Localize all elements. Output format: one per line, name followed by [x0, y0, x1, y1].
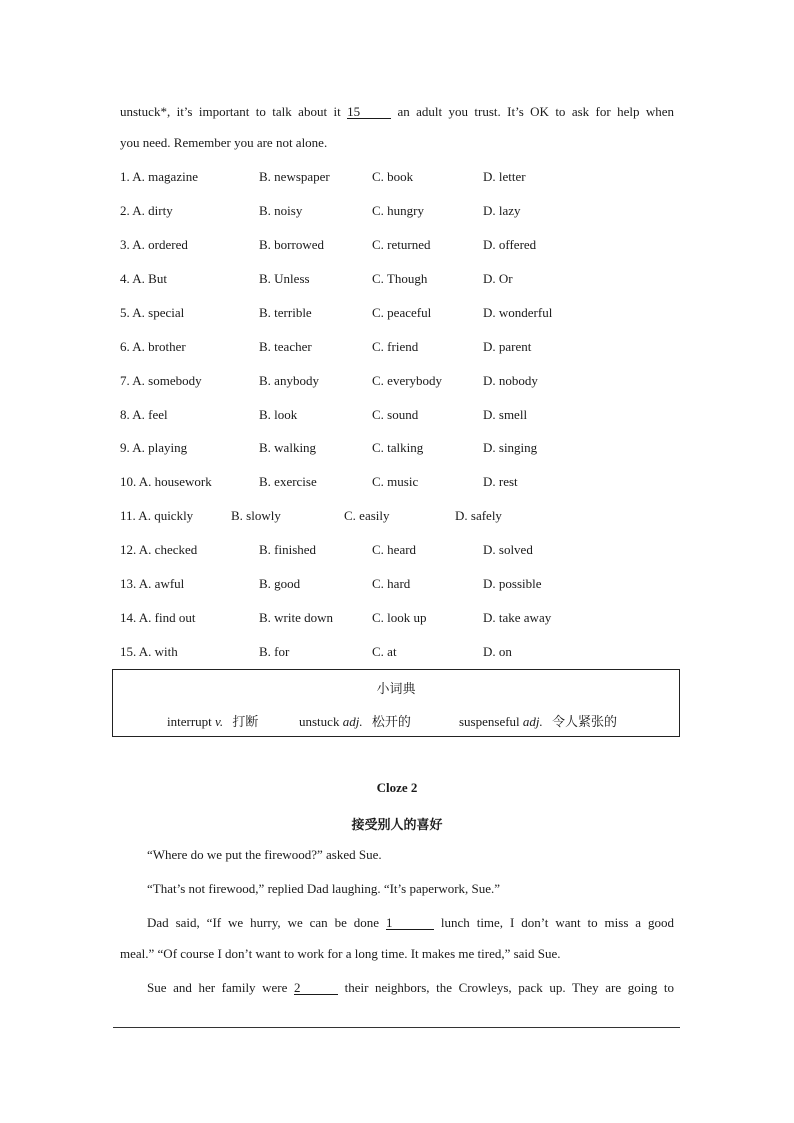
question-option-c[interactable]: C. hard	[372, 576, 411, 591]
question-option-d[interactable]: D. safely	[455, 508, 502, 523]
question-option-b[interactable]: B. noisy	[259, 203, 303, 218]
question-option-c[interactable]: C. sound	[372, 407, 419, 422]
question-option-b[interactable]: B. exercise	[259, 474, 317, 489]
question-option-b[interactable]: B. teacher	[259, 339, 312, 354]
passage-text: Dad said, “If we hurry, we can be done	[147, 915, 380, 930]
paragraph-4-line-1	[147, 980, 674, 996]
question-option-c[interactable]: C. returned	[372, 237, 431, 252]
question-option-c[interactable]: C. friend	[372, 339, 419, 354]
passage-line-2: you need. Remember you are not alone.	[120, 135, 328, 150]
question-option-c[interactable]: C. hungry	[372, 203, 424, 218]
passage-text: unstuck*, it’s important to talk about it	[120, 104, 341, 119]
question-option-b[interactable]: B. good	[259, 576, 301, 591]
question-option-a[interactable]: 3. A. ordered	[120, 237, 188, 252]
passage-text: lunch time, I don’t want to miss a good	[440, 915, 674, 930]
vocab-pos: adj.	[522, 714, 543, 729]
question-option-c[interactable]: C. music	[372, 474, 419, 489]
vocab-meaning: 令人紧张的	[552, 715, 618, 730]
section-title: Cloze 2	[376, 780, 418, 795]
question-option-a[interactable]: 10. A. housework	[120, 474, 212, 489]
vocabulary-entry	[167, 711, 258, 730]
question-option-d[interactable]: D. take away	[483, 610, 552, 625]
question-option-d[interactable]: D. singing	[483, 440, 538, 455]
vocab-pos: v.	[215, 714, 224, 729]
question-option-a[interactable]: 8. A. feel	[120, 407, 168, 422]
paragraph-3-line-1	[147, 915, 674, 931]
question-option-a[interactable]: 5. A. special	[120, 305, 185, 320]
question-option-b[interactable]: B. look	[259, 407, 298, 422]
question-option-a[interactable]: 9. A. playing	[120, 440, 188, 455]
question-option-b[interactable]: B. finished	[259, 542, 317, 557]
question-option-a[interactable]: 4. A. But	[120, 271, 167, 286]
question-option-b[interactable]: B. Unless	[259, 271, 310, 286]
question-option-a[interactable]: 6. A. brother	[120, 339, 186, 354]
question-option-d[interactable]: D. on	[483, 644, 512, 659]
question-option-d[interactable]: D. offered	[483, 237, 537, 252]
vocabulary-entry	[299, 711, 411, 730]
question-option-c[interactable]: C. everybody	[372, 373, 443, 388]
vocabulary-box	[112, 669, 680, 737]
question-option-d[interactable]: D. lazy	[483, 203, 521, 218]
question-option-c[interactable]: C. heard	[372, 542, 417, 557]
passage-text: Sue and her family were	[147, 980, 288, 995]
question-option-a[interactable]: 12. A. checked	[120, 542, 198, 557]
question-option-a[interactable]: 11. A. quickly	[120, 508, 194, 523]
question-option-b[interactable]: B. write down	[259, 610, 334, 625]
vocab-word: interrupt	[167, 714, 212, 729]
answer-blank-15[interactable]: 15	[347, 105, 391, 119]
question-option-b[interactable]: B. slowly	[231, 508, 281, 523]
question-option-d[interactable]: D. possible	[483, 576, 542, 591]
question-option-b[interactable]: B. newspaper	[259, 169, 330, 184]
vocab-meaning: 打断	[232, 715, 259, 730]
question-option-a[interactable]: 13. A. awful	[120, 576, 185, 591]
paragraph-2: “That’s not firewood,” replied Dad laughing. “It’s paperwork, Sue.”	[147, 881, 501, 896]
question-option-c[interactable]: C. at	[372, 644, 397, 659]
question-option-a[interactable]: 15. A. with	[120, 644, 178, 659]
question-option-d[interactable]: D. wonderful	[483, 305, 553, 320]
paragraph-1: “Where do we put the firewood?” asked Sue.	[147, 847, 382, 862]
question-option-b[interactable]: B. terrible	[259, 305, 312, 320]
question-option-d[interactable]: D. smell	[483, 407, 528, 422]
question-option-a[interactable]: 2. A. dirty	[120, 203, 173, 218]
question-option-a[interactable]: 7. A. somebody	[120, 373, 202, 388]
footer-divider	[113, 1027, 680, 1028]
question-option-d[interactable]: D. solved	[483, 542, 533, 557]
question-option-d[interactable]: D. nobody	[483, 373, 538, 388]
vocabulary-title: 小词典	[376, 682, 416, 697]
section-subtitle: 接受别人的喜好	[351, 818, 443, 833]
vocab-meaning: 松开的	[371, 715, 411, 730]
answer-blank-1[interactable]: 1	[386, 916, 434, 930]
vocabulary-entry	[459, 711, 617, 730]
question-option-c[interactable]: C. peaceful	[372, 305, 432, 320]
question-option-d[interactable]: D. Or	[483, 271, 513, 286]
paragraph-3-line-2: meal.” “Of course I don’t want to work for a long time. It makes me tired,” said Sue.	[120, 946, 561, 961]
question-option-c[interactable]: C. book	[372, 169, 414, 184]
question-option-d[interactable]: D. rest	[483, 474, 518, 489]
question-option-b[interactable]: B. walking	[259, 440, 317, 455]
question-option-a[interactable]: 14. A. find out	[120, 610, 196, 625]
question-option-d[interactable]: D. parent	[483, 339, 532, 354]
passage-line-1	[120, 104, 674, 120]
question-option-c[interactable]: C. talking	[372, 440, 424, 455]
question-option-c[interactable]: C. Though	[372, 271, 428, 286]
passage-text: their neighbors, the Crowleys, pack up. They are going to	[344, 980, 675, 995]
question-option-b[interactable]: B. borrowed	[259, 237, 324, 252]
vocab-word: unstuck	[299, 714, 340, 729]
passage-text: an adult you trust. It’s OK to ask for help when	[397, 104, 675, 119]
vocab-word: suspenseful	[459, 714, 520, 729]
question-option-b[interactable]: B. anybody	[259, 373, 319, 388]
question-option-b[interactable]: B. for	[259, 644, 290, 659]
question-option-a[interactable]: 1. A. magazine	[120, 169, 198, 184]
question-option-d[interactable]: D. letter	[483, 169, 526, 184]
question-option-c[interactable]: C. easily	[344, 508, 390, 523]
vocab-pos: adj.	[342, 714, 363, 729]
question-option-c[interactable]: C. look up	[372, 610, 427, 625]
answer-blank-2[interactable]: 2	[294, 981, 338, 995]
